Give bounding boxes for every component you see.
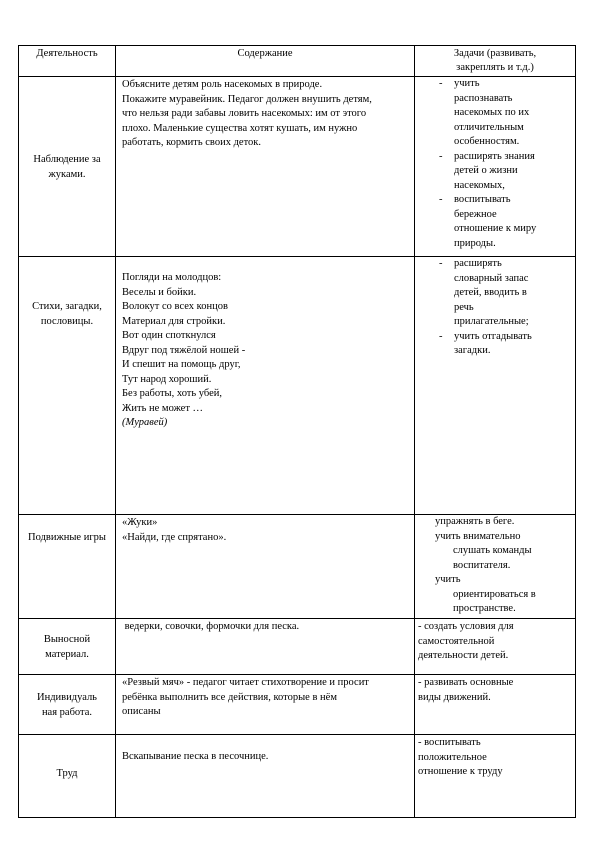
tasks-cell: - развивать основные виды движений. <box>415 675 576 735</box>
content-cell: ведерки, совочки, формочки для песка. <box>116 619 415 675</box>
activity-plan-table <box>18 45 576 818</box>
header-tasks: Задачи (развивать, закреплять и т.д.) <box>415 46 576 77</box>
task-item: - расширять словарный запас детей, вводить в речь прилагательные; <box>439 258 529 327</box>
activity-cell: Подвижные игры <box>19 515 116 619</box>
table-row-material <box>19 619 576 675</box>
task-item: - расширять знания детей о жизни насекомых, <box>439 150 535 191</box>
tasks-cell: - создать условия для самостоятельной деятельности детей. <box>415 619 576 675</box>
content-cell: «Резвый мяч» - педагог читает стихотворение и просит ребёнка выполнить все действия, которые в нём описаны <box>116 675 415 735</box>
task-item: - учить распознавать насекомых по их отличительным особенностям. <box>439 78 530 147</box>
task-item: - учить отгадывать загадки. <box>439 330 532 356</box>
header-activity: Деятельность <box>19 46 116 77</box>
content-cell: Вскапывание песка в песочнице. <box>116 735 415 818</box>
activity-cell: Труд <box>19 735 116 818</box>
tasks-cell <box>415 257 576 515</box>
activity-cell: Стихи, загадки, пословицы. <box>19 257 116 515</box>
content-cell: Погляди на молодцов: Веселы и бойки. Волокут со всех концов Материал для стройки. Вот один споткнулся Вдруг под тяжёлой ношей - И спешит на помощь друг, Тут народ хороший. Без работы, хоть убей, Жить не может … (Муравей) <box>116 257 415 515</box>
tasks-cell: упражнять в беге. учить внимательно слушать команды воспитателя. учить ориентироваться в пространстве. <box>415 515 576 619</box>
task-item: - воспитывать бережное отношение к миру природы. <box>439 194 537 249</box>
activity-cell: Наблюдение за жуками. <box>19 77 116 257</box>
activity-cell: Выносной материал. <box>19 619 116 675</box>
table-row-labour <box>19 735 576 818</box>
activity-cell: Индивидуаль ная работа. <box>19 675 116 735</box>
riddle-answer: (Муравей) <box>122 417 168 428</box>
content-cell: Объясните детям роль насекомых в природе. Покажите муравейник. Педагог должен внушить детям, что нельзя ради забавы ловить насекомых: им от этого плохо. Маленькие существа хотят кушать, им нужно работать, кормить своих деток. <box>116 77 415 257</box>
content-cell: «Жуки» «Найди, где спрятано». <box>116 515 415 619</box>
table-row-games <box>19 515 576 619</box>
table-row-individual <box>19 675 576 735</box>
table-row-observation <box>19 77 576 257</box>
tasks-cell: - воспитывать положительное отношение к труду <box>415 735 576 818</box>
table-header-row <box>19 46 576 77</box>
table-row-poems <box>19 257 576 515</box>
header-content: Содержание <box>116 46 415 77</box>
tasks-cell <box>415 77 576 257</box>
